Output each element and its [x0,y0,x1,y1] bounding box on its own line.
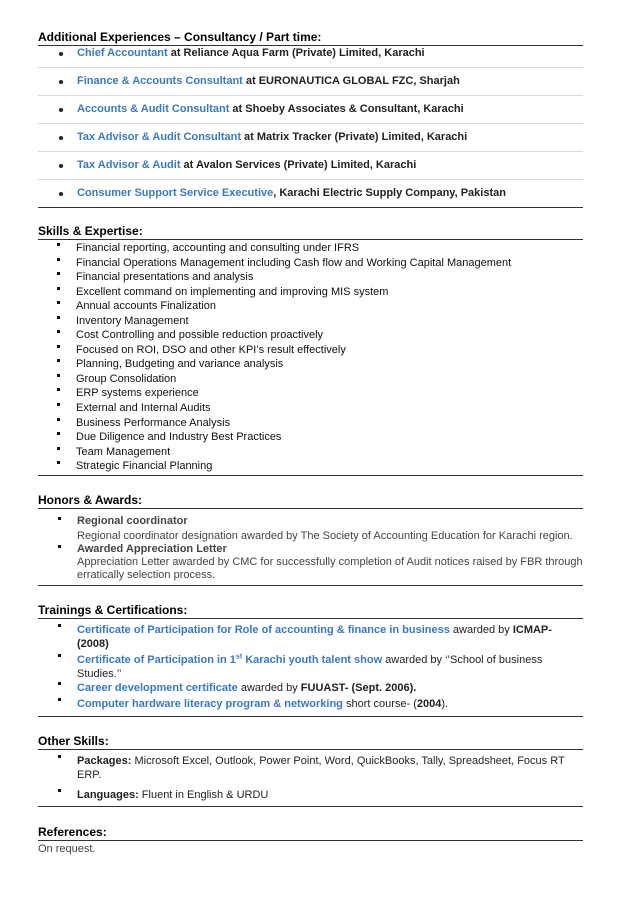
certificate-title-rest: Karachi youth talent show [242,653,383,666]
list-item [38,430,583,445]
bullet-icon [59,108,63,112]
packages-label: Packages: [77,754,132,767]
company: at Shoeby Associates & Consultant, Karachi [229,103,464,115]
skill-text: Group Consolidation [76,372,177,385]
list-item [38,158,583,180]
company: at EURONAUTICA GLOBAL FZC, Sharjah [242,75,460,87]
skill-text: Team Management [76,445,171,458]
certificate-title: Career development certificate [77,681,238,694]
role-title: Consumer Support Service Executive [77,187,274,199]
certificate-text: short course- ( [342,697,417,710]
bullet-icon [57,418,60,421]
list-item [38,788,583,802]
skill-text: Annual accounts Finalization [76,300,217,313]
role-title: Accounts & Audit Consultant [77,103,230,115]
bullet-icon [57,345,60,348]
company: at Avalon Services (Private) Limited, Karachi [180,159,417,171]
additional-experiences-heading: Additional Experiences – Consultancy / Part time: [38,30,583,46]
list-item [38,186,583,207]
honor-description: Regional coordinator designation awarded by The Society of Accounting Education for Karachi region. [77,529,573,542]
honors-heading: Honors & Awards: [38,493,583,509]
trainings-heading: Trainings & Certifications: [38,603,583,619]
certificate-text: awarded by [449,623,513,636]
skill-text: Strategic Financial Planning [76,460,213,473]
certificate-text-end: ). [441,697,449,710]
bullet-icon [59,136,63,140]
bullet-icon [58,654,61,657]
references-text: On request. [38,842,96,855]
list-item [38,543,583,582]
bullet-icon [58,682,61,685]
list-item [38,653,583,681]
skill-text: Excellent command on implementing and improving MIS system [76,285,389,298]
skill-text: ERP systems experience [76,387,199,400]
bullet-icon [57,272,60,275]
bullet-icon [58,789,61,792]
skill-text: Inventory Management [76,314,189,327]
list-item [38,416,583,431]
resume-page [38,30,583,855]
skills-list [38,240,583,476]
skill-text: Financial Operations Management including Cash flow and Working Capital Management [76,256,512,269]
company: at Matrix Tracker (Private) Limited, Karachi [241,131,468,143]
list-item [38,343,583,358]
bullet-icon [57,301,60,304]
other-skills-list [38,750,583,807]
certificate-text: awarded by ‘’School of business Studies.’’ [77,653,543,680]
bullet-icon [57,330,60,333]
list-item [38,74,583,96]
references-heading: References: [38,825,583,841]
bullet-icon [57,461,60,464]
bullet-icon [58,624,61,627]
company: , Karachi Electric Supply Company, Pakistan [273,187,506,199]
list-item [38,285,583,300]
certificate-title: Certificate of Participation in 1 [77,653,236,666]
list-item [38,623,583,651]
honor-title: Awarded Appreciation Letter [77,542,227,555]
role-title: Tax Advisor & Audit Consultant [77,131,241,143]
role-title: Chief Accountant [77,47,168,59]
other-skills-heading: Other Skills: [38,734,583,750]
list-item [38,270,583,285]
list-item [38,130,583,152]
certificate-text: awarded by [237,681,301,694]
list-item [38,241,583,256]
trainings-list [38,619,583,717]
bullet-icon [58,755,61,758]
skill-text: Business Performance Analysis [76,416,231,429]
additional-experiences-list [38,46,583,208]
list-item [38,386,583,401]
role-title: Finance & Accounts Consultant [77,75,243,87]
list-item [38,681,583,695]
bullet-icon [58,698,61,701]
bullet-icon [57,432,60,435]
languages-label: Languages: [77,788,139,801]
bullet-icon [58,517,61,520]
certificate-issuer: FUUAST- (Sept. 2006). [300,681,417,694]
bullet-icon [58,545,61,548]
certificate-title-suffix: st [235,653,243,661]
bullet-icon [59,164,63,168]
skills-heading: Skills & Expertise: [38,224,583,240]
skill-text: Financial reporting, accounting and consulting under IFRS [76,242,360,254]
list-item [38,515,583,543]
bullet-icon [59,52,63,56]
languages-value: Fluent in English & URDU [138,788,269,801]
bullet-icon [59,192,63,196]
bullet-icon [57,374,60,377]
certificate-issuer: ICMAP- (2008) [77,623,552,650]
skill-text: Focused on ROI, DSO and other KPI’s result effectively [76,343,346,356]
certificate-year: 2004 [416,697,442,710]
list-item [38,445,583,460]
list-item [38,401,583,416]
list-item [38,102,583,124]
role-title: Tax Advisor & Audit [77,159,181,171]
skill-text: Due Diligence and Industry Best Practices [76,431,282,444]
list-item [38,299,583,314]
bullet-icon [59,80,63,84]
certificate-title: Certificate of Participation for Role of accounting & finance in business [77,623,450,636]
bullet-icon [57,359,60,362]
list-item [38,372,583,387]
bullet-icon [57,243,60,246]
packages-value: Microsoft Excel, Outlook, Power Point, Word, QuickBooks, Tally, Spreadsheet, Focus RT ERP. [77,754,565,781]
bullet-icon [57,287,60,290]
company: at Reliance Aqua Farm (Private) Limited, Karachi [167,47,425,59]
list-item [38,46,583,68]
honor-title: Regional coordinator [77,514,188,527]
list-item [38,459,583,474]
skill-text: External and Internal Audits [76,402,211,415]
list-item [38,697,583,711]
list-item [38,328,583,343]
bullet-icon [57,388,60,391]
skill-text: Planning, Budgeting and variance analysis [76,358,284,371]
bullet-icon [57,447,60,450]
skill-text: Cost Controlling and possible reduction proactively [76,329,324,342]
honors-list [38,509,583,586]
honor-description: Appreciation Letter awarded by CMC for successfully completion of Audit notices raised by FBR through erratically selection process. [77,555,583,581]
bullet-icon [57,258,60,261]
list-item [38,256,583,271]
skill-text: Financial presentations and analysis [76,271,254,284]
list-item [38,357,583,372]
bullet-icon [57,316,60,319]
bullet-icon [57,403,60,406]
certificate-title: Computer hardware literacy program & networking [77,697,343,710]
list-item [38,754,583,782]
list-item [38,314,583,329]
